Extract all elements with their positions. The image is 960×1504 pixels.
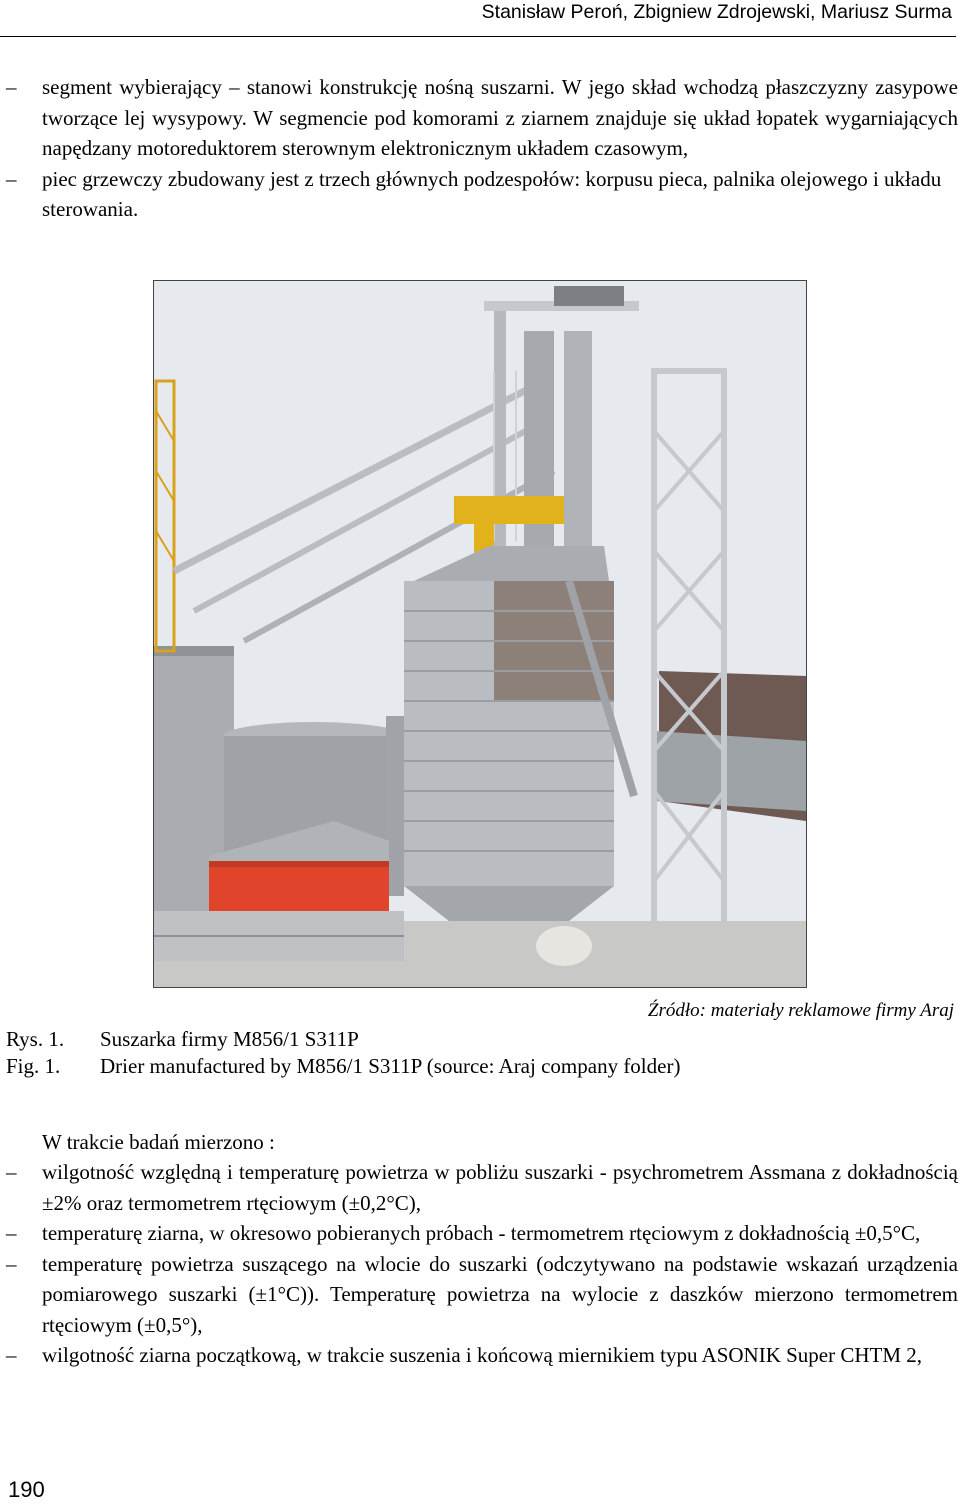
list-item: – wilgotność względną i temperaturę powietrza w pobliżu suszarki - psychrometrem Assmana z dokładnością ±2% oraz termometrem rtęciowym (±0,2°C), xyxy=(6,1160,958,1215)
list-item: – temperaturę powietrza suszącego na wlocie do suszarki (odczytywano na podstawie wskazań urządzenia pomiarowego suszarki (±1°C)). Temperaturę powietrza na wylocie z daszków mierzono termometrem rtęciowym (±0,5°), xyxy=(6,1251,958,1337)
dryer-components-list xyxy=(0,72,958,225)
page-number: 190 xyxy=(8,1477,45,1502)
measurement-intro: W trakcie badań mierzono : xyxy=(42,1130,275,1154)
figure-caption-polish xyxy=(6,1027,359,1052)
list-item-text: wilgotność ziarna początkową, w trakcie suszenia i końcową miernikiem typu ASONIK Super CHTM 2, xyxy=(42,1343,923,1367)
caption-label: Fig. 1. xyxy=(6,1054,61,1078)
caption-label: Rys. 1. xyxy=(6,1027,65,1051)
measurements-list xyxy=(0,1157,958,1371)
list-item: – temperaturę ziarna, w okresowo pobieranych próbach - termometrem rtęciowym z dokładnością ±0,5°C, xyxy=(6,1221,921,1245)
list-item: – wilgotność ziarna początkową, w trakcie suszenia i końcową miernikiem typu ASONIK Super CHTM 2, xyxy=(6,1343,923,1367)
list-item-text: wilgotność względną i temperaturę powietrza w pobliżu suszarki - psychrometrem Assmana z dokładnością ±2% oraz termometrem rtęciowym (±0,2°C), xyxy=(42,1160,958,1215)
list-item: – piec grzewczy zbudowany jest z trzech głównych podzespołów: korpusu pieca, palnika olejowego i układu sterowania. xyxy=(6,166,942,221)
page-header xyxy=(0,0,956,37)
list-item-text: temperaturę ziarna, w okresowo pobieranych próbach - termometrem rtęciowym z dokładnością ±0,5°C, xyxy=(42,1221,921,1245)
list-item: – segment wybierający – stanowi konstrukcję nośną suszarni. W jego skład wchodzą płaszczyzny zasypowe tworzące lej wysypowy. W segmencie pod komorami z ziarnem znajduje się układ łopatek wygarniających napędzany motoreduktorem sterownym elektronicznym układem czasowym, xyxy=(6,75,958,160)
caption-text: Suszarka firmy M856/1 S311P xyxy=(100,1027,359,1051)
figure-source: Źródło: materiały reklamowe firmy Araj xyxy=(647,1000,954,1021)
figure-photo-grain-dryer xyxy=(153,280,807,988)
list-item-text: piec grzewczy zbudowany jest z trzech głównych podzespołów: korpusu pieca, palnika olejowego i układu sterowania. xyxy=(42,166,942,221)
caption-text: Drier manufactured by M856/1 S311P (source: Araj company folder) xyxy=(100,1054,681,1078)
list-item-text: temperaturę powietrza suszącego na wlocie do suszarki (odczytywano na podstawie wskazań urządzenia pomiarowego suszarki (±1°C)). Temperaturę powietrza na wylocie z daszków mierzono termometrem rtęciowym (±0,5°), xyxy=(42,1251,958,1337)
header-authors: Stanisław Peroń, Zbigniew Zdrojewski, Mariusz Surma xyxy=(481,1,952,23)
figure-caption-english xyxy=(6,1054,680,1079)
list-item-text: segment wybierający – stanowi konstrukcję nośną suszarni. W jego skład wchodzą płaszczyzny zasypowe tworzące lej wysypowy. W segmencie pod komorami z ziarnem znajduje się układ łopatek wygarniających napędzany motoreduktorem sterownym elektronicznym układem czasowym, xyxy=(42,75,958,160)
